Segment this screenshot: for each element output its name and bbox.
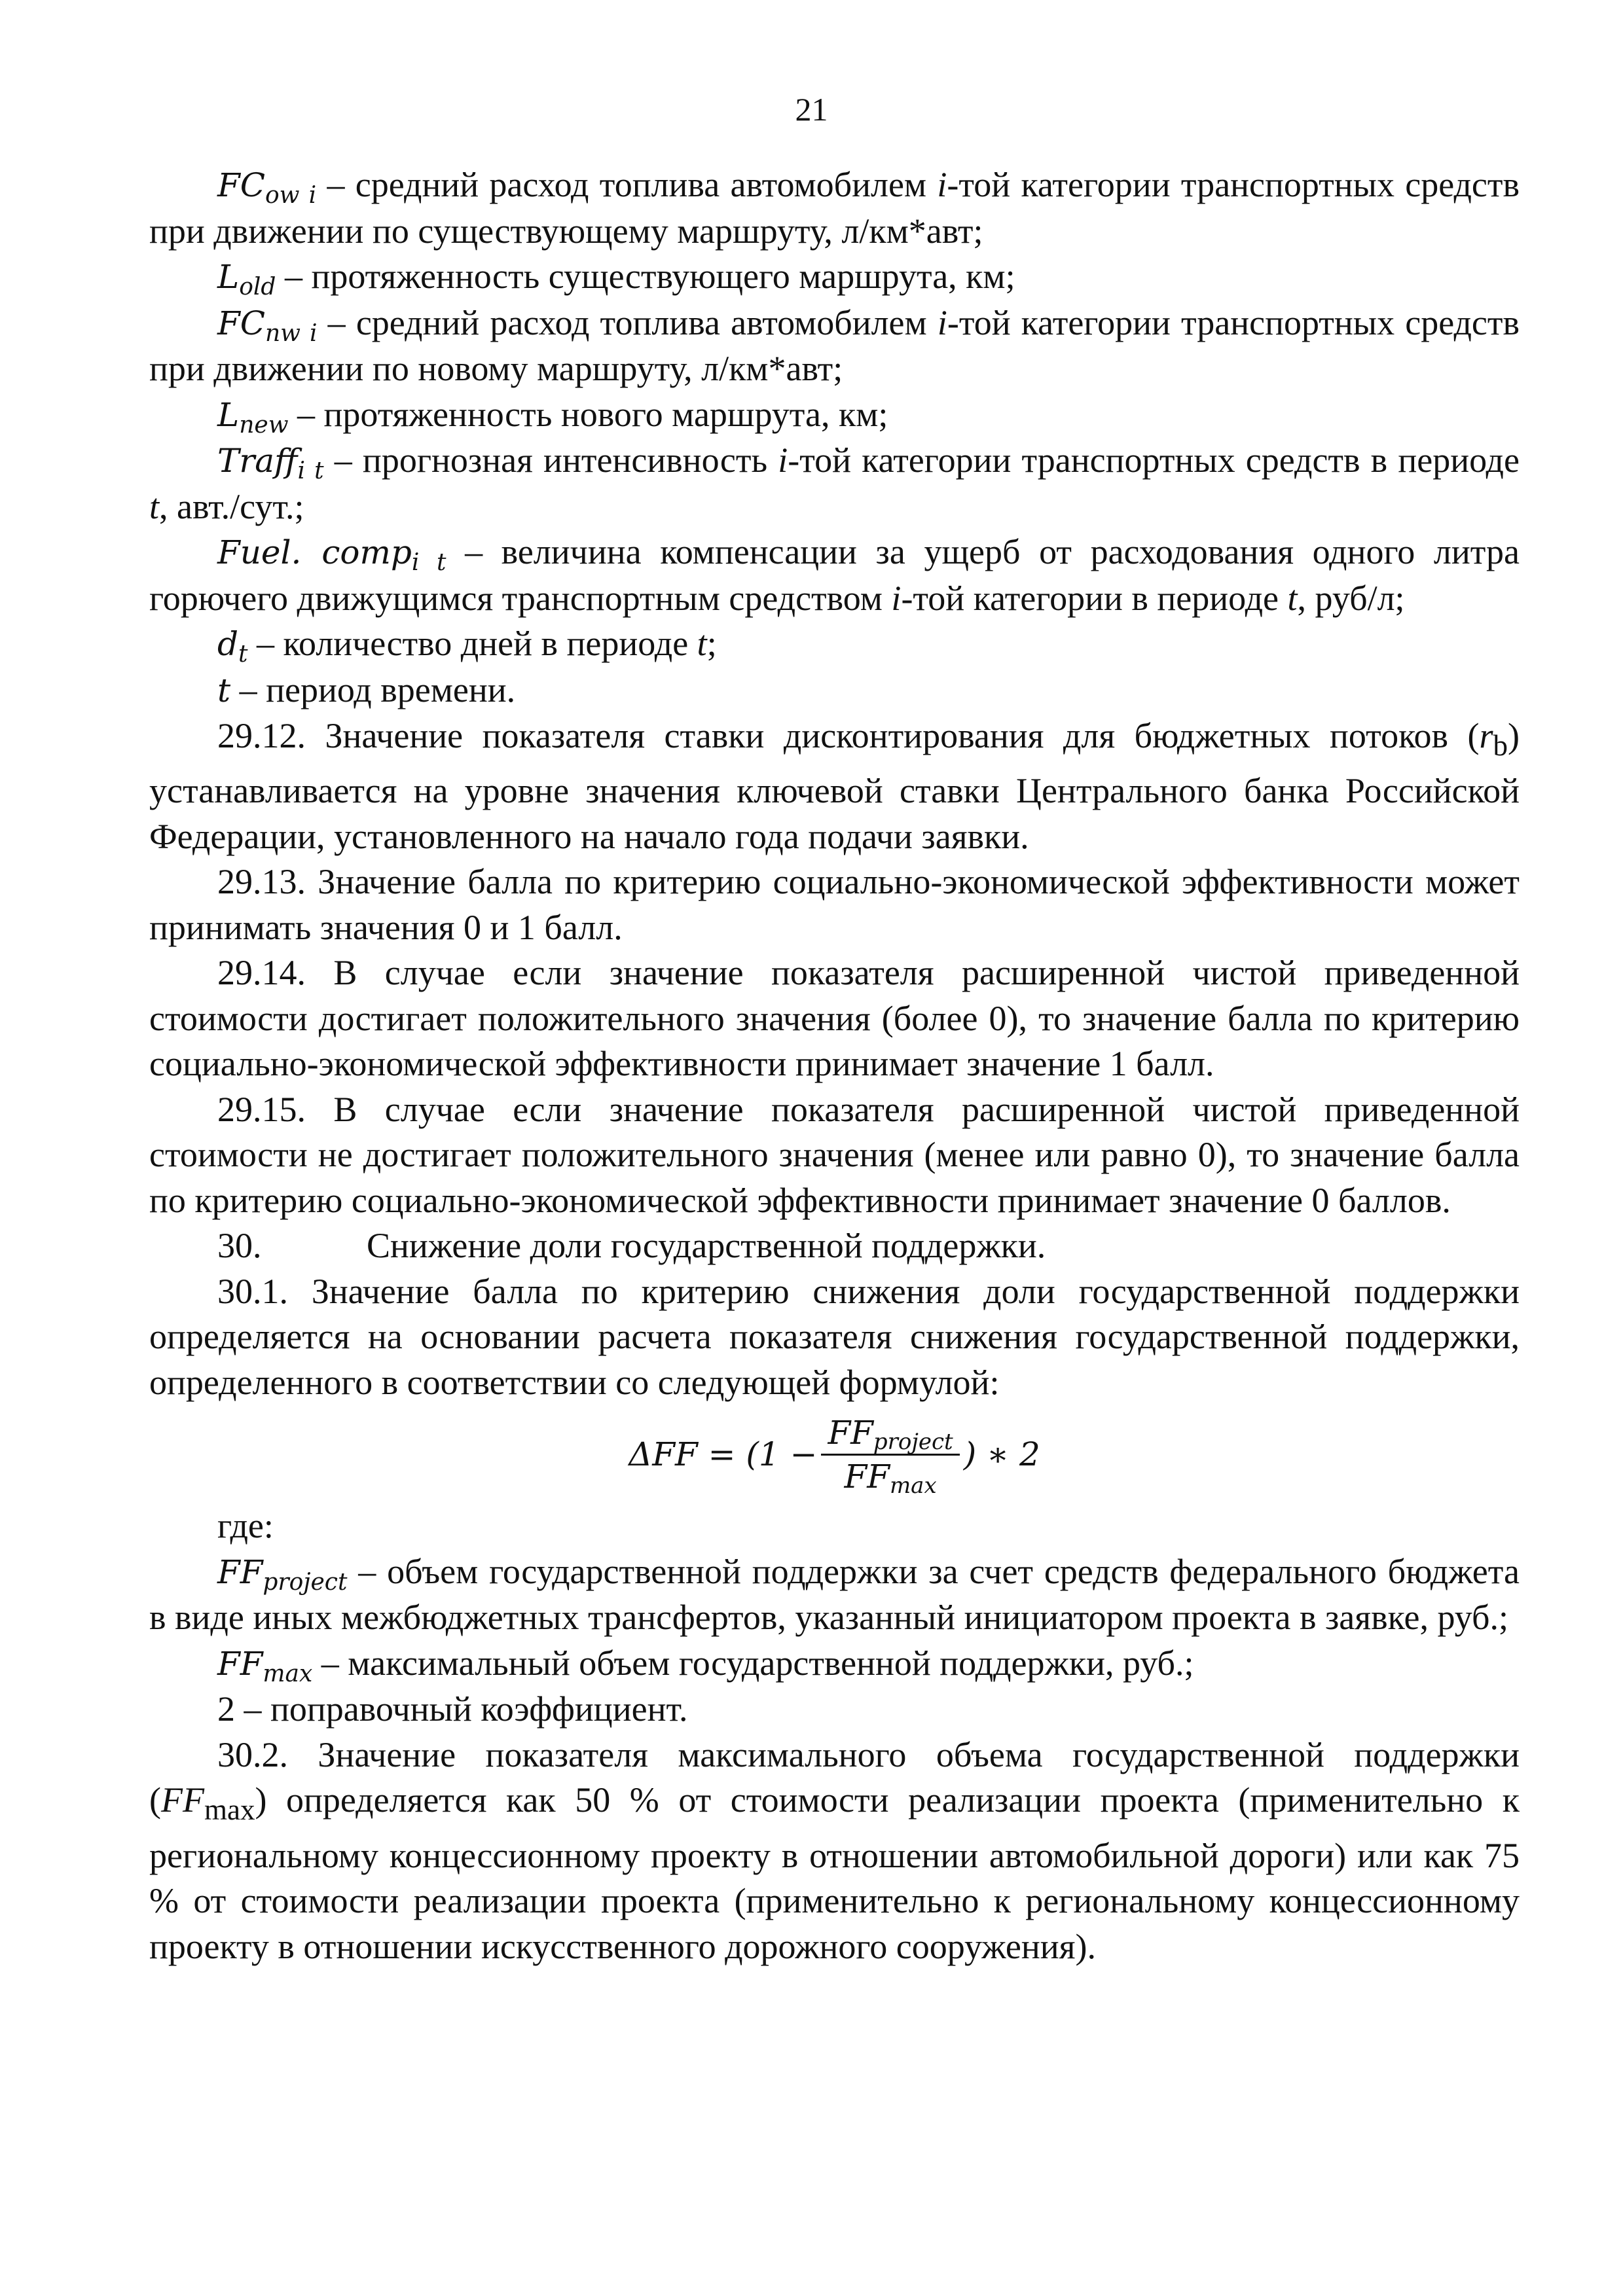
definition-text: – максимальный объем государственной поддержки, руб.;: [312, 1643, 1194, 1683]
definition-text: – период времени.: [230, 670, 516, 709]
variable-definition: [149, 254, 1520, 300]
variable-definition: [149, 1549, 1520, 1641]
math-symbol: $d_t$: [217, 625, 248, 668]
math-symbol: $FF_{max}$: [217, 1644, 313, 1687]
numbered-paragraph: 29.15. В случае если значение показателя расширенной чистой приведенной стоимости не достигает положительного значения (менее или равно 0), то значение балла по критерию социально-экономической эффективности принимает значение 0 баллов.: [149, 1089, 1520, 1220]
fraction-numerator: $FF_{project}$: [821, 1413, 959, 1456]
definition-text: – средний расход топлива автомобилем i-той категории транспортных средств при движении по существующему маршруту, л/км*авт;: [149, 165, 1520, 251]
formula-rhs: ) ∗ 2: [963, 1435, 1040, 1473]
fraction-denominator: $FF_{max}$: [844, 1457, 937, 1499]
math-symbol: $L_{new}$: [217, 395, 289, 439]
numbered-paragraph: 29.14. В случае если значение показателя расширенной чистой приведенной стоимости достигает положительного значения (более 0), то значение балла по критерию социально-экономической эффективности принимает значение 1 балл.: [149, 953, 1520, 1084]
where-label: где:: [217, 1506, 274, 1546]
section-30-heading: 30. Снижение доли государственной поддержки.: [217, 1226, 1046, 1266]
variable-definition: [149, 300, 1520, 392]
paragraph-30-1: 30.1. Значение балла по критерию снижения доли государственной поддержки определяется на основании расчета показателя снижения государственной поддержки, определенного в соответствии со следующей формулой:: [149, 1271, 1520, 1402]
math-symbol: t: [217, 671, 231, 709]
math-symbol: $L_{old}$: [217, 258, 276, 300]
formula-lhs: ΔFF = (1 −: [629, 1435, 818, 1473]
variable-definition: [149, 668, 1520, 714]
math-symbol: $FF_{project}$: [217, 1552, 348, 1596]
variable-definition: [149, 1687, 1520, 1732]
paragraphs-29: [149, 713, 1520, 1223]
definition-text: 2 – поправочный коэффициент.: [217, 1689, 688, 1729]
definition-text: – величина компенсации за ущерб от расходования одного литра горючего движущимся транспортным средством i-той категории в периоде t, руб/л;: [149, 532, 1520, 618]
page-number: 21: [795, 91, 828, 128]
paragraph-30-2: 30.2. Значение показателя максимального объема государственной поддержки $(FF_{max})$ определяется как 50 % от стоимости реализации проекта (применительно к региональному концессионному проекту в отношении автомобильной дороги) или как 75 % от стоимости реализации проекта (применительно к региональному концессионному проекту в отношении искусственного дорожного сооружения).: [149, 1734, 1520, 1966]
variable-definition: [149, 438, 1520, 529]
math-symbol: $FC_{ow i}$: [217, 166, 317, 209]
math-symbol: $FC_{nw i}$: [217, 304, 318, 347]
variable-definition: [149, 621, 1520, 668]
variable-definition: [149, 1641, 1520, 1687]
numbered-paragraph: 29.13. Значение балла по критерию социально-экономической эффективности может принимать значения 0 и 1 балл.: [149, 862, 1520, 947]
definition-text: – объем государственной поддержки за счет средств федерального бюджета в виде иных межбюджетных трансфертов, указанный инициатором проекта в заявке, руб.;: [149, 1551, 1520, 1638]
variable-definition: [149, 392, 1520, 439]
variable-definition: [149, 162, 1520, 254]
numbered-paragraph: 29.12. Значение показателя ставки дисконтирования для бюджетных потоков $(r_b)$ устанавливается на уровне значения ключевой ставки Центрального банка Российской Федерации, установленного на начало года подачи заявки.: [149, 716, 1520, 856]
definitions-list-1: [149, 162, 1520, 713]
document-body: [149, 162, 1520, 1969]
definition-text: – количество дней в периоде t;: [247, 624, 717, 663]
math-symbol: Traff$_{i t}$: [217, 442, 324, 484]
definition-text: – средний расход топлива автомобилем i-той категории транспортных средств при движении по новому маршруту, л/км*авт;: [149, 302, 1520, 388]
math-symbol: Fuel. comp$_{i t}$: [217, 533, 447, 576]
definition-text: – протяженность нового маршрута, км;: [288, 394, 888, 434]
definitions-list-2: [149, 1549, 1520, 1732]
formula-delta-ff: [149, 1405, 1520, 1503]
variable-definition: [149, 529, 1520, 621]
formula-fraction: [821, 1413, 959, 1499]
definition-text: – протяженность существующего маршрута, км;: [276, 257, 1015, 296]
definition-text: – прогнозная интенсивность i-той категории транспортных средств в периоде t, авт./сут.;: [149, 440, 1520, 526]
